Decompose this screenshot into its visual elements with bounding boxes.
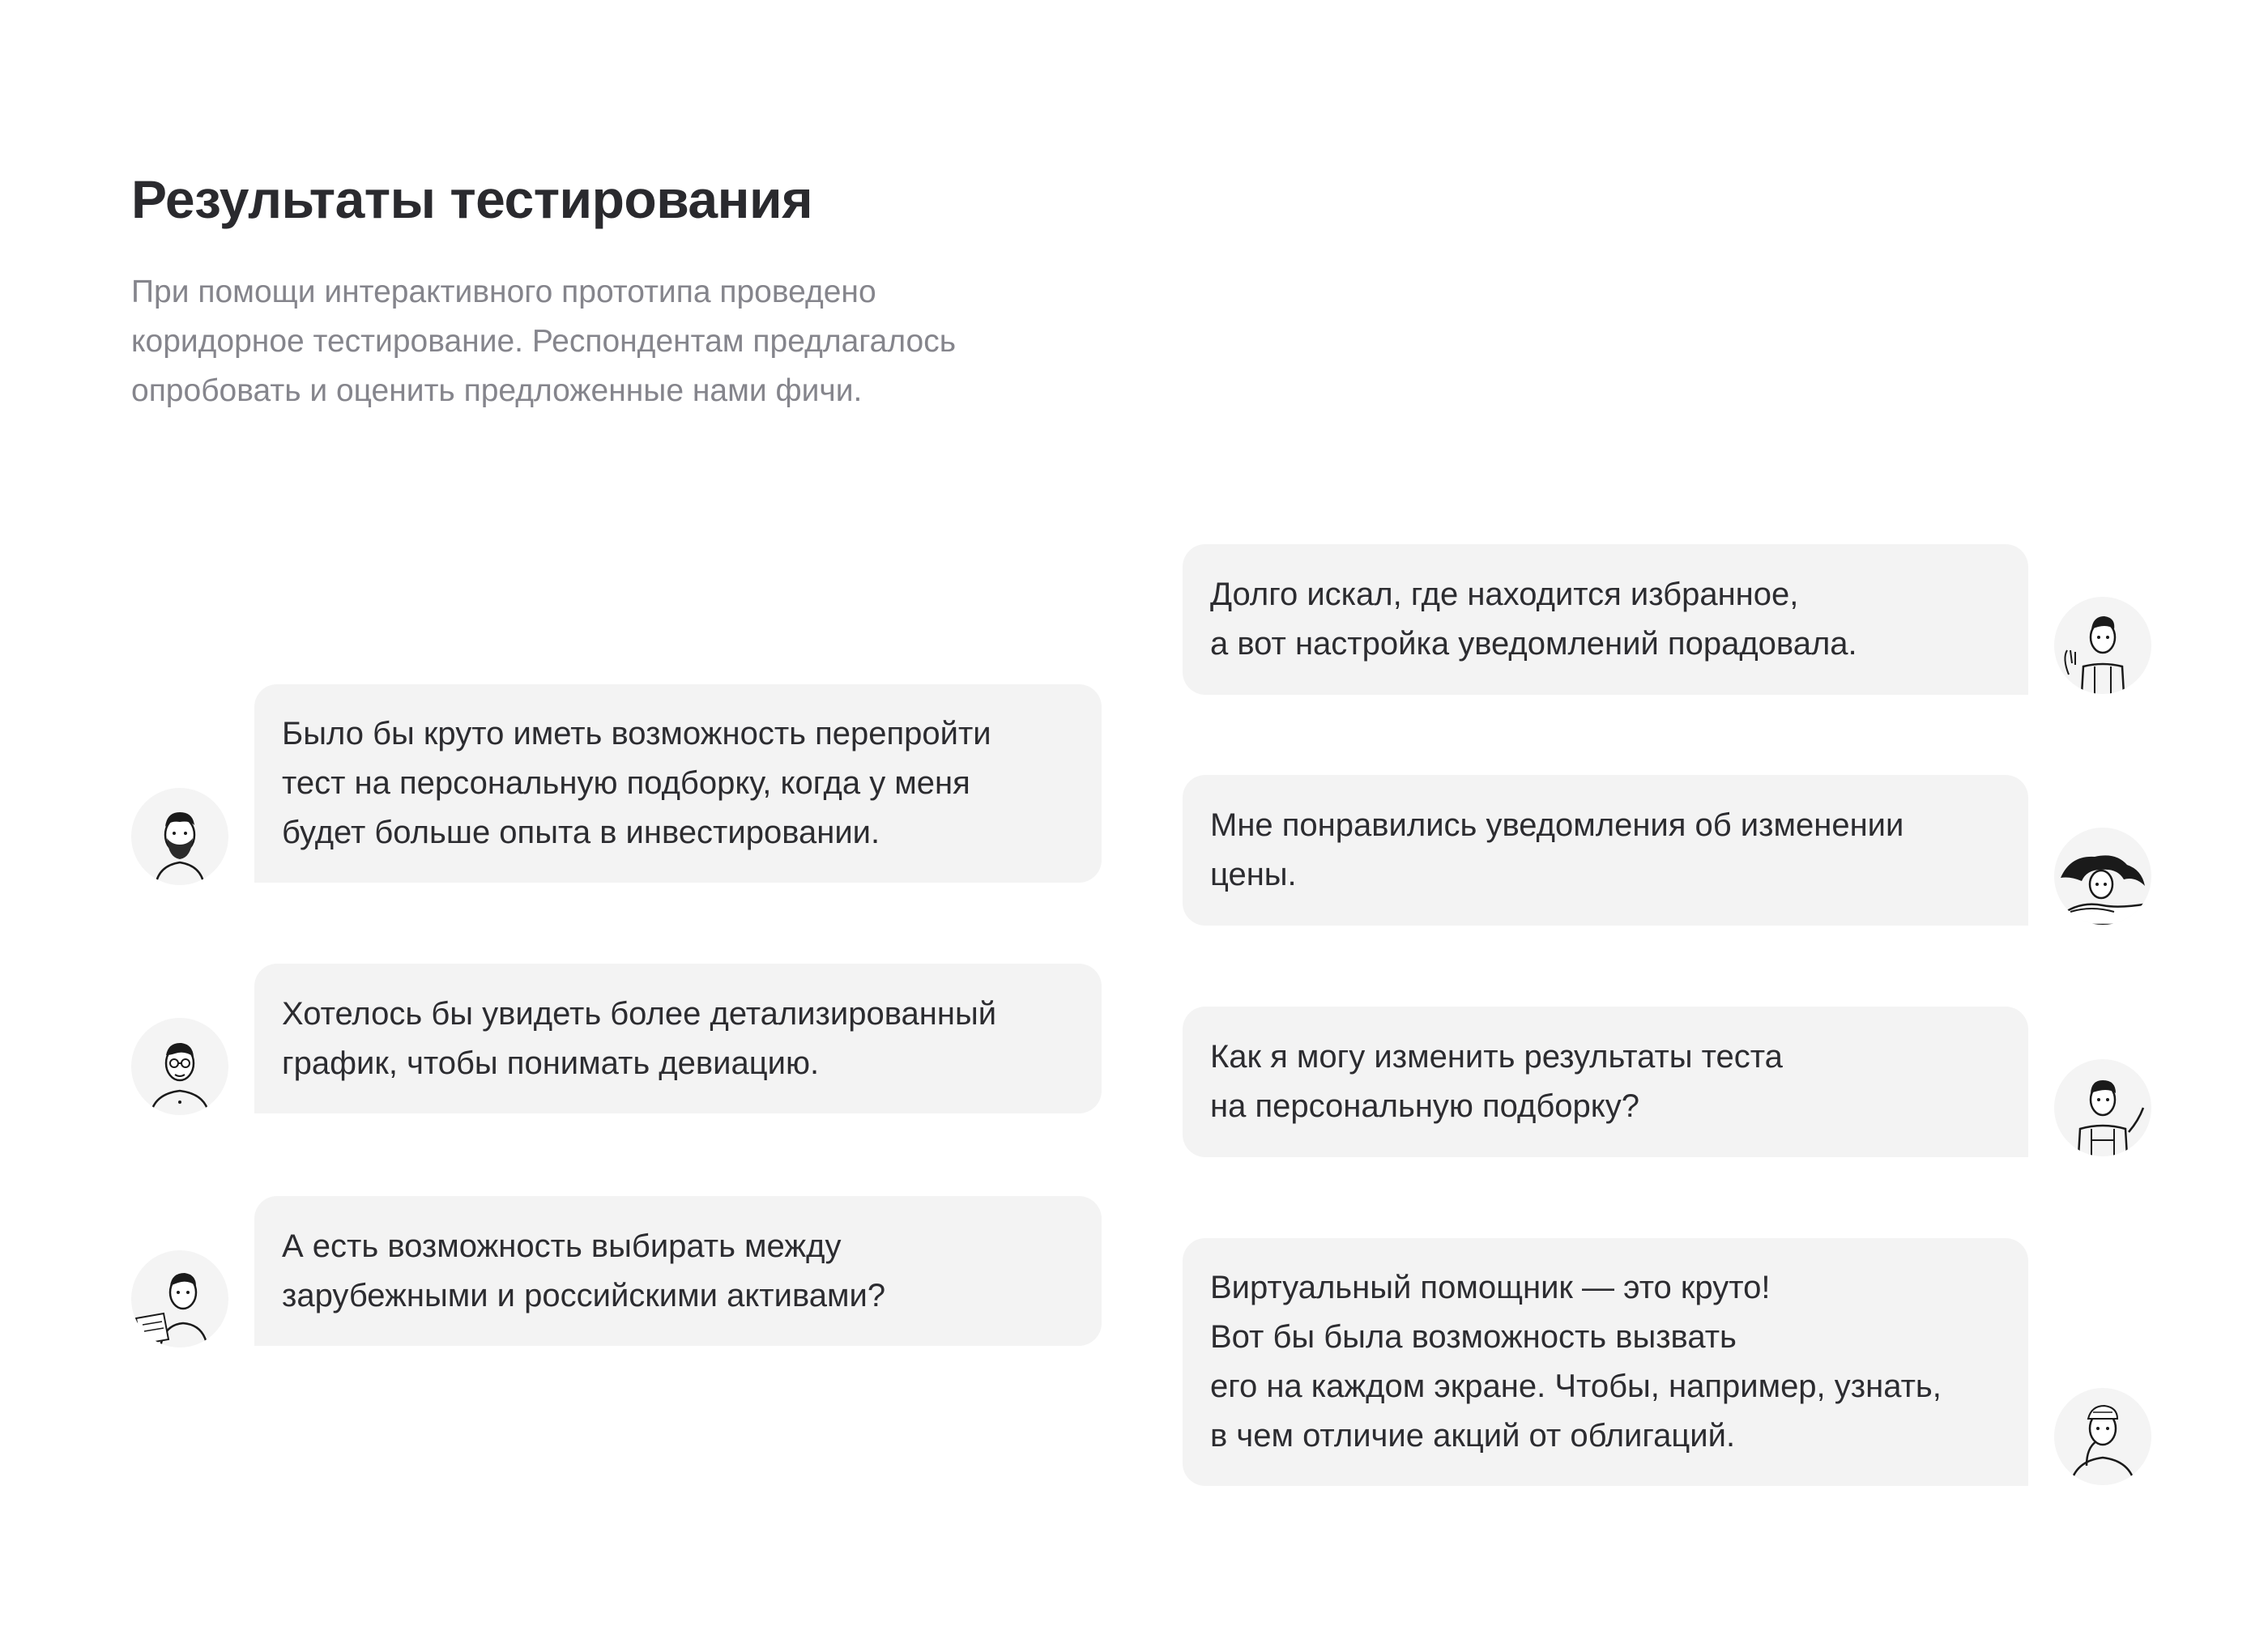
right-quote-2: Мне понравились уведомления об изменении цены. [1183, 775, 2028, 926]
thinking-man-icon [2054, 1388, 2151, 1485]
waving-man-icon [2054, 597, 2151, 694]
left-quote-2: Хотелось бы увидеть более детализированный график, чтобы понимать девиацию. [254, 964, 1102, 1113]
right-quote-4: Виртуальный помощник — это круто! Вот бы была возможность вызвать его на каждом экране. Чтобы, например, узнать, в чем отличие акций от облигаций. [1183, 1238, 2028, 1486]
page-title: Результаты тестирования [131, 169, 813, 229]
left-quote-1: Было бы круто иметь возможность перепройти тест на персональную подборку, когда у меня будет больше опыта в инвестировании. [254, 684, 1102, 883]
man-in-overalls-icon [2054, 1059, 2151, 1156]
left-quote-3: А есть возможность выбирать между зарубежными и российскими активами? [254, 1196, 1102, 1346]
right-quote-3: Как я могу изменить результаты теста на персональную подборку? [1183, 1007, 2028, 1157]
man-with-glasses-icon [131, 1018, 228, 1115]
page-subtitle: При помощи интерактивного прототипа проведено коридорное тестирование. Респондентам предлагалось опробовать и оценить предложенные нами фичи. [131, 275, 957, 408]
man-with-papers-icon [131, 1250, 228, 1347]
right-quote-1: Долго искал, где находится избранное, а вот настройка уведомлений порадовала. [1183, 544, 2028, 695]
curly-woman-icon [2054, 828, 2151, 925]
bearded-man-icon [131, 788, 228, 885]
